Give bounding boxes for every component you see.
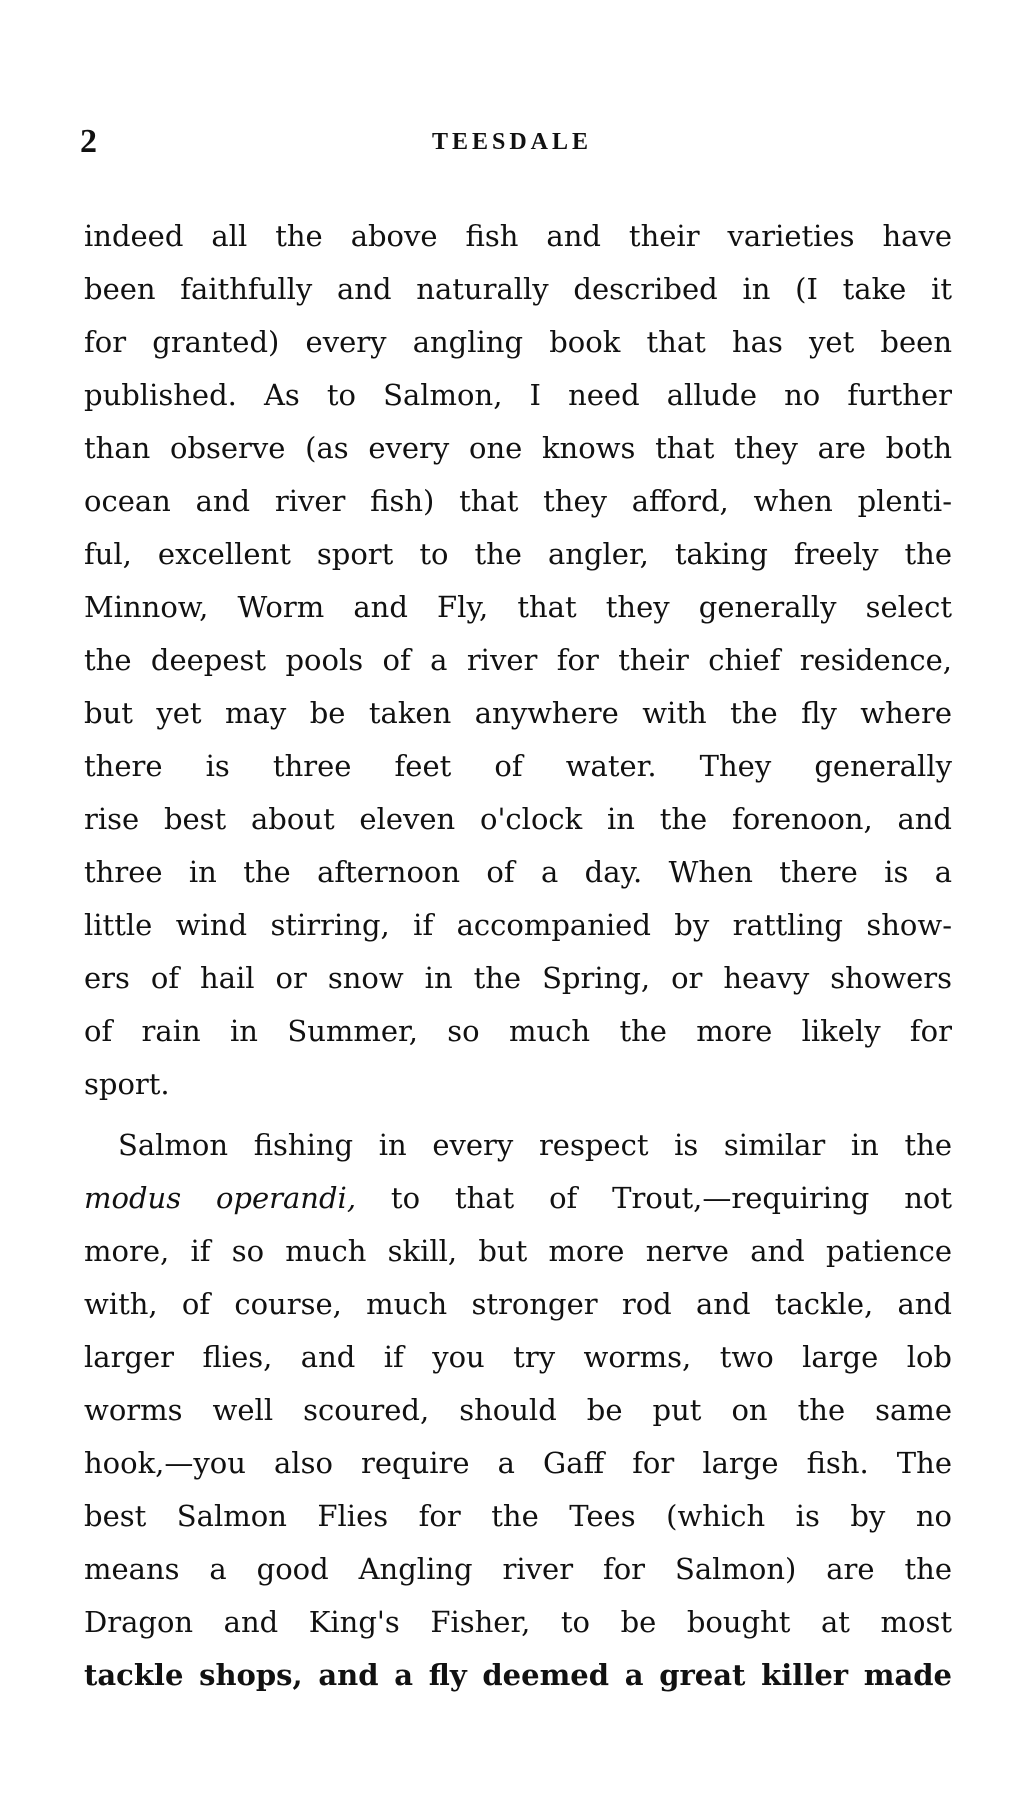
- running-title: TEESDALE: [431, 129, 593, 155]
- page-header: [80, 120, 944, 164]
- page-number: 2: [80, 123, 97, 160]
- text-line: [84, 1172, 952, 1225]
- text-line: the deepest pools of a river for their chief residence,: [84, 643, 952, 677]
- text-line: hook,—you also require a Gaff for large fish. The: [84, 1446, 952, 1480]
- text-line: for granted) every angling book that has yet been: [84, 325, 952, 359]
- text-line: sport.: [84, 1067, 170, 1101]
- text-run: to that of Trout,—requiring not: [356, 1181, 952, 1215]
- italic-phrase: modus operandi,: [84, 1181, 357, 1215]
- paragraph-gap: [84, 1111, 952, 1119]
- text-line: larger flies, and if you try worms, two large lob: [84, 1340, 952, 1374]
- text-line: but yet may be taken anywhere with the fly where: [84, 696, 952, 730]
- text-line: ers of hail or snow in the Spring, or heavy showers: [84, 961, 952, 995]
- text-line: been faithfully and naturally described in (I take it: [84, 272, 952, 306]
- text-line: than observe (as every one knows that they are both: [84, 431, 952, 465]
- text-line: worms well scoured, should be put on the same: [84, 1393, 952, 1427]
- text-line: ocean and river fish) that they afford, when plenti-: [84, 484, 952, 518]
- text-line: there is three feet of water. They generally: [84, 749, 952, 783]
- text-line: more, if so much skill, but more nerve and patience: [84, 1234, 952, 1268]
- text-line: best Salmon Flies for the Tees (which is by no: [84, 1499, 952, 1533]
- text-line: three in the afternoon of a day. When there is a: [84, 855, 952, 889]
- text-line: with, of course, much stronger rod and tackle, and: [84, 1287, 952, 1321]
- text-line: rise best about eleven o'clock in the forenoon, and: [84, 802, 952, 836]
- text-line: little wind stirring, if accompanied by rattling show-: [84, 908, 952, 942]
- text-line: means a good Angling river for Salmon) are the: [84, 1552, 952, 1586]
- body-text: [84, 210, 952, 1702]
- text-line: of rain in Summer, so much the more likely for: [84, 1014, 952, 1048]
- text-line: Salmon fishing in every respect is similar in the: [118, 1128, 952, 1162]
- text-line: Minnow, Worm and Fly, that they generally select: [84, 590, 952, 624]
- paragraph: [84, 1119, 952, 1702]
- text-line: Dragon and King's Fisher, to be bought at most: [84, 1605, 952, 1639]
- text-line: ful, excellent sport to the angler, taking freely the: [84, 537, 952, 571]
- text-line: indeed all the above fish and their varieties have: [84, 219, 952, 253]
- text-line: tackle shops, and a fly deemed a great killer made: [84, 1658, 952, 1692]
- paragraph: [84, 210, 952, 1111]
- text-line: published. As to Salmon, I need allude no further: [84, 378, 952, 412]
